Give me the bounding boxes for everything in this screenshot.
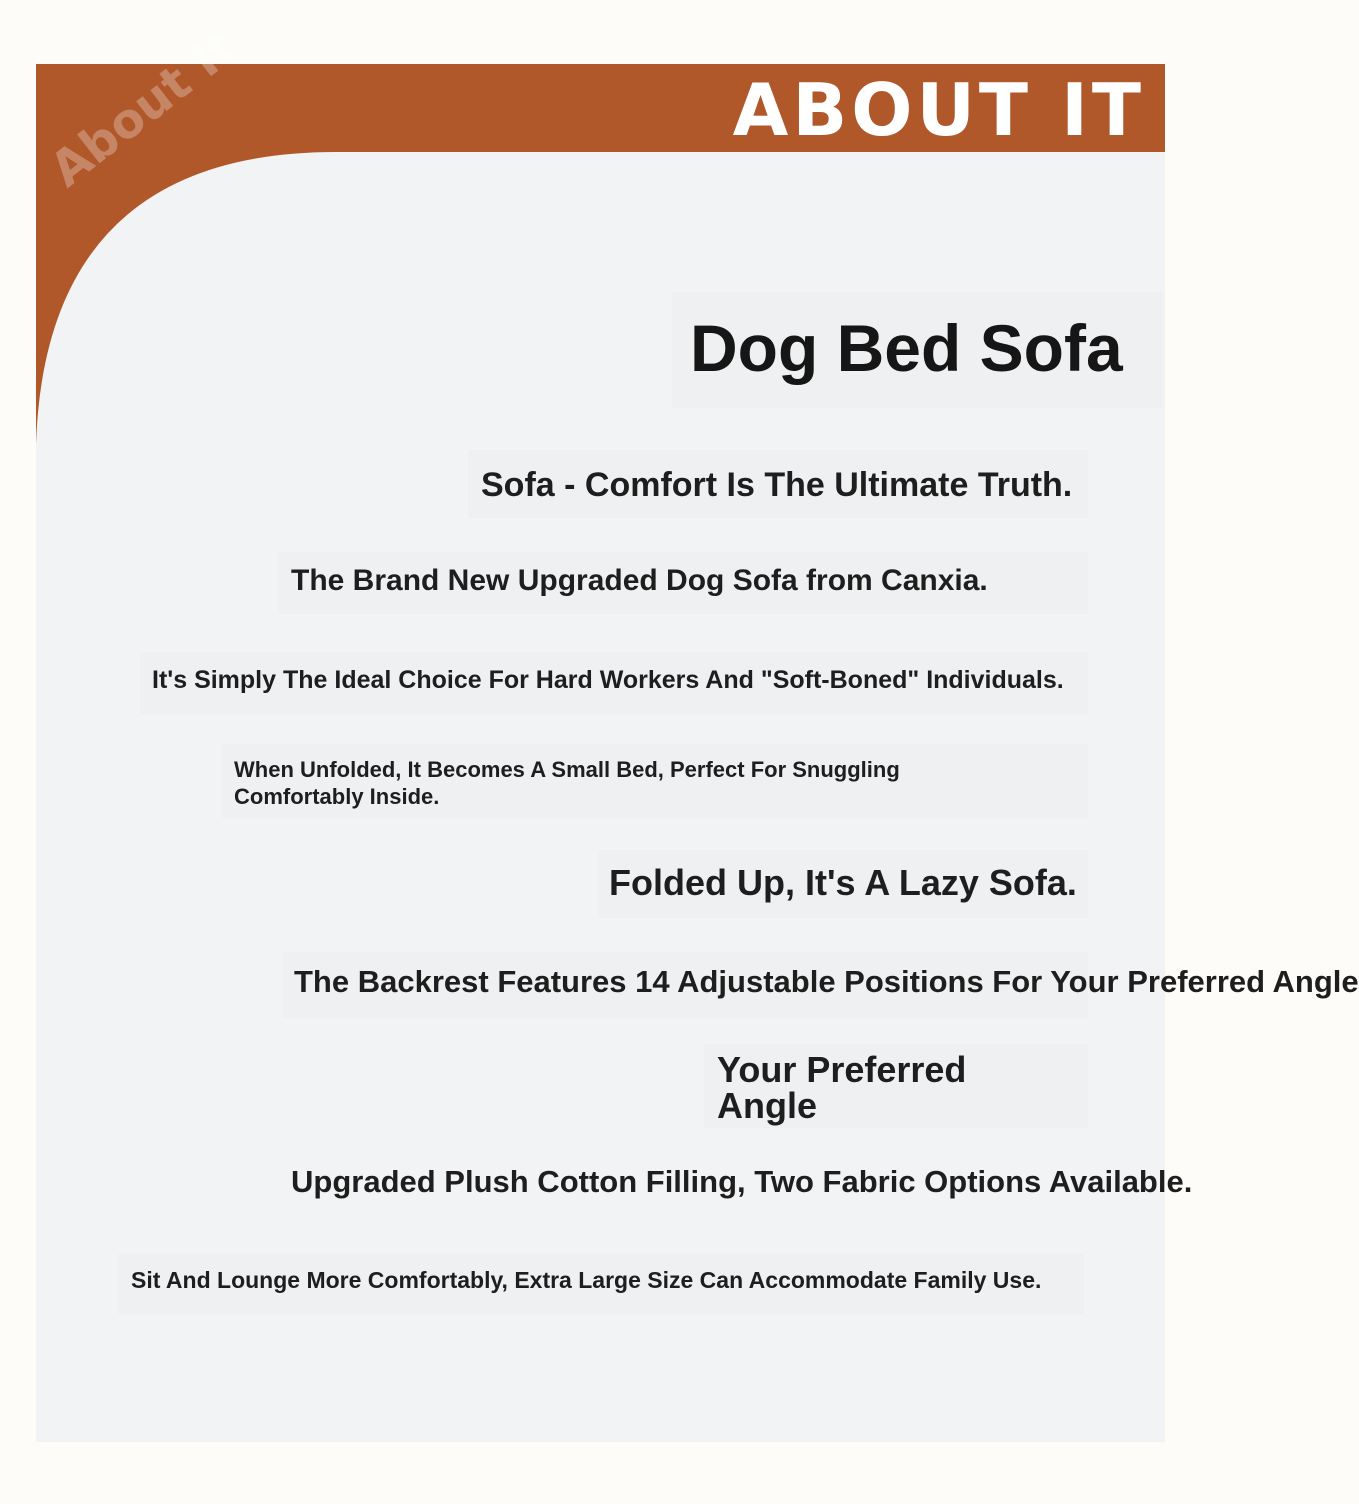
feature-line: Your Preferred Angle xyxy=(717,1049,967,1126)
feature-line: The Brand New Upgraded Dog Sofa from Canxia. xyxy=(291,564,988,597)
feature-line: Folded Up, It's A Lazy Sofa. xyxy=(609,862,1077,903)
product-title: Dog Bed Sofa xyxy=(690,311,1123,385)
feature-line: Sit And Lounge More Comfortably, Extra Large Size Can Accommodate Family Use. xyxy=(131,1267,1042,1293)
feature-line: It's Simply The Ideal Choice For Hard Workers And "Soft-Boned" Individuals. xyxy=(152,666,1064,694)
about-it-watermark: About It xyxy=(40,19,248,199)
feature-line: The Backrest Features 14 Adjustable Positions For Your Preferred Angle xyxy=(294,964,1359,999)
feature-line: Upgraded Plush Cotton Filling, Two Fabric Options Available. xyxy=(291,1164,1193,1199)
feature-line: When Unfolded, It Becomes A Small Bed, Perfect For Snuggling Comfortably Inside. xyxy=(234,757,900,809)
feature-line: Sofa - Comfort Is The Ultimate Truth. xyxy=(481,466,1073,504)
header-title: ABOUT IT xyxy=(732,68,1145,152)
